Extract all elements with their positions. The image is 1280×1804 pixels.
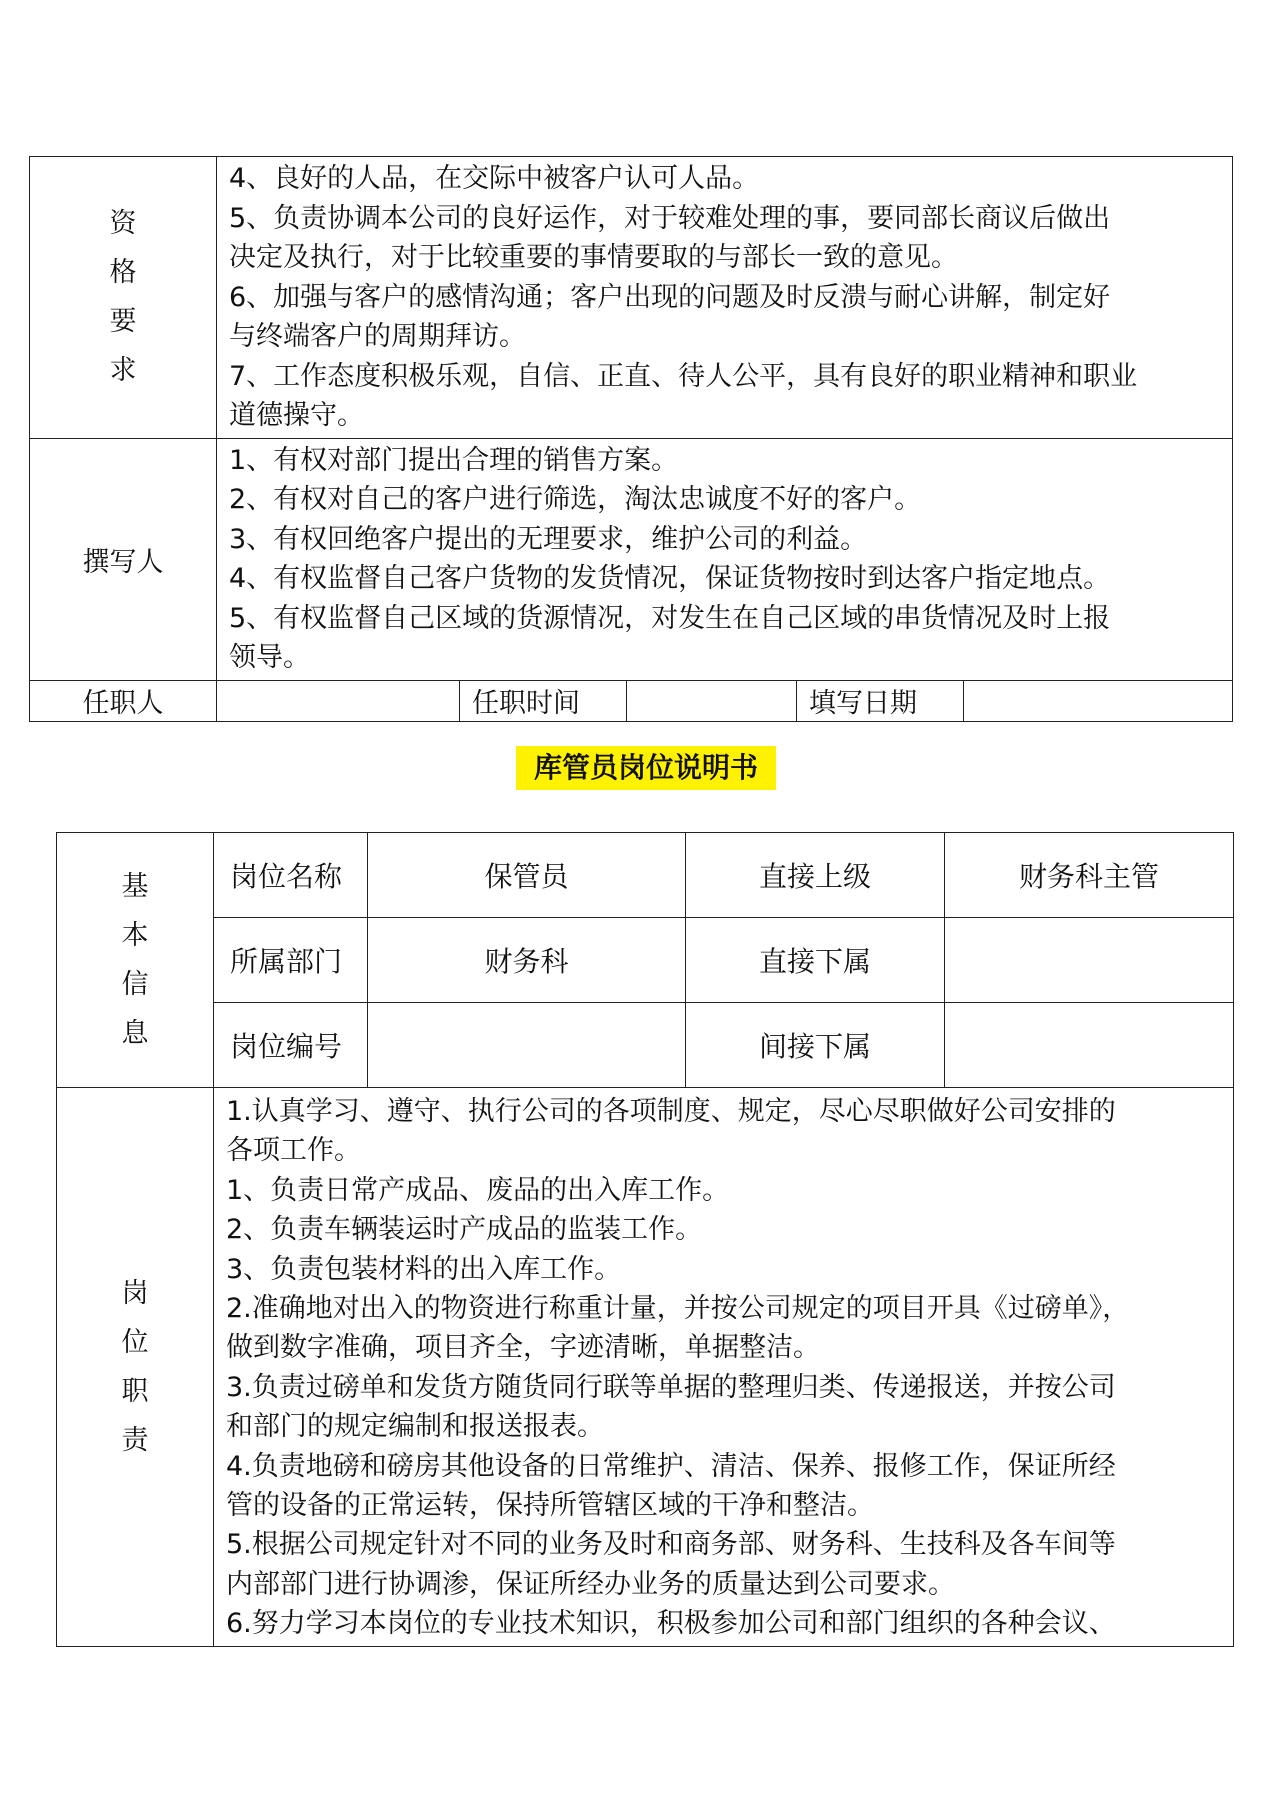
basic-info-row (57, 1003, 1234, 1088)
qualification-line: 5、负责协调本公司的良好运作，对于较难处理的事，要同部长商议后做出 (229, 202, 1111, 234)
holder-label: 任职人 (30, 680, 217, 721)
tenure-value[interactable] (627, 680, 797, 721)
writer-line: 2、有权对自己的客户进行筛选，淘汰忠诚度不好的客户。 (229, 484, 922, 515)
writer-line: 3、有权回绝客户提出的无理要求，维护公司的利益。 (229, 523, 868, 555)
writer-content (217, 438, 1233, 680)
writer-line: 1、有权对部门提出合理的销售方案。 (229, 444, 679, 476)
tenure-label: 任职时间 (460, 680, 627, 721)
document-title: 库管员岗位说明书 (516, 746, 776, 790)
duty-line: 4.负责地磅和磅房其他设备的日常维护、清洁、保养、报修工作，保证所经 (226, 1450, 1116, 1482)
direct-subordinate-label: 直接下属 (686, 918, 945, 1003)
basic-info-row (57, 833, 1234, 918)
holder-value[interactable] (217, 680, 460, 721)
writer-line: 领导。 (229, 642, 310, 673)
department-label: 所属部门 (214, 918, 368, 1003)
qualification-line: 道德操守。 (229, 400, 364, 431)
writer-line: 5、有权监督自己区域的货源情况，对发生在自己区域的串货情况及时上报 (229, 602, 1111, 634)
duty-line: 各项工作。 (226, 1135, 361, 1167)
department-value: 财务科 (368, 918, 686, 1003)
duty-line: 和部门的规定编制和报送报表。 (226, 1411, 604, 1443)
duty-line: 3.负责过磅单和发货方随货同行联等单据的整理归类、传递报送，并按公司 (226, 1371, 1116, 1403)
duty-line: 内部部门进行协调渗，保证所经办业务的质量达到公司要求。 (226, 1568, 955, 1600)
basic-info-label: 基 本 信 息 (57, 833, 214, 1088)
position-number-value[interactable] (368, 1003, 686, 1088)
direct-subordinate-value[interactable] (945, 918, 1234, 1003)
duties-label: 岗 位 职 责 (57, 1088, 214, 1647)
indirect-subordinate-value[interactable] (945, 1003, 1234, 1088)
duty-line: 5.根据公司规定针对不同的业务及时和商务部、财务科、生技科及各车间等 (226, 1529, 1116, 1561)
job-description-table-continued (29, 156, 1233, 722)
duty-line: 3、负责包装材料的出入库工作。 (226, 1253, 622, 1285)
position-name-label: 岗位名称 (214, 833, 368, 918)
duty-line: 1.认真学习、遵守、执行公司的各项制度、规定，尽心尽职做好公司安排的 (226, 1096, 1116, 1127)
position-number-label: 岗位编号 (214, 1003, 368, 1088)
qualifications-label: 资 格 要 求 (30, 157, 217, 439)
writer-line: 4、有权监督自己客户货物的发货情况，保证货物按时到达客户指定地点。 (229, 563, 1111, 594)
qualification-line: 与终端客户的周期拜访。 (229, 321, 526, 352)
qualification-line: 4、良好的人品，在交际中被客户认可人品。 (229, 163, 760, 194)
signature-row (30, 680, 1233, 721)
position-name-value: 保管员 (368, 833, 686, 918)
qualification-line: 决定及执行，对于比较重要的事情要取的与部长一致的意见。 (229, 242, 958, 273)
writer-label: 撰写人 (30, 438, 217, 680)
fill-date-label: 填写日期 (797, 680, 964, 721)
qualification-line: 6、加强与客户的感情沟通；客户出现的问题及时反溃与耐心讲解，制定好 (229, 281, 1111, 313)
duty-line: 1、负责日常产成品、废品的出入库工作。 (226, 1174, 730, 1206)
fill-date-value[interactable] (964, 680, 1233, 721)
duty-line: 2、负责车辆装运时产成品的监装工作。 (226, 1214, 703, 1246)
basic-info-row (57, 918, 1234, 1003)
qualifications-row (30, 157, 1233, 439)
duty-line: 2.准确地对出入的物资进行称重计量，并按公司规定的项目开具《过磅单》， (226, 1293, 1130, 1325)
duties-row (57, 1088, 1234, 1647)
direct-superior-label: 直接上级 (686, 833, 945, 918)
duty-line: 6.努力学习本岗位的专业技术知识，积极参加公司和部门组织的各种会议、 (226, 1608, 1116, 1640)
duties-content (214, 1088, 1234, 1647)
duty-line: 做到数字准确，项目齐全，字迹清晰，单据整洁。 (226, 1332, 820, 1364)
duty-line: 管的设备的正常运转，保持所管辖区域的干净和整洁。 (226, 1490, 874, 1522)
warehouse-keeper-job-table (56, 832, 1234, 1647)
qualification-line: 7、工作态度积极乐观，自信、正直、待人公平，具有良好的职业精神和职业 (229, 360, 1138, 392)
qualifications-content (217, 157, 1233, 439)
indirect-subordinate-label: 间接下属 (686, 1003, 945, 1088)
writer-row (30, 438, 1233, 680)
direct-superior-value: 财务科主管 (945, 833, 1234, 918)
